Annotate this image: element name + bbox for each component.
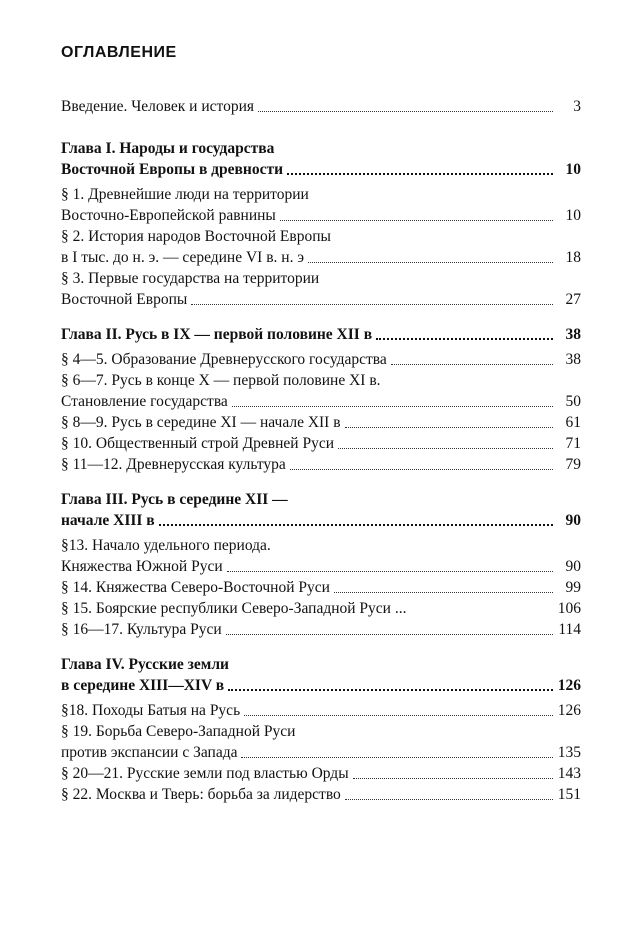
entry-title: § 16—17. Культура Руси xyxy=(61,621,222,638)
entry-title: § 20—21. Русские земли под властью Орды xyxy=(61,765,349,782)
toc-entry-s15[interactable] xyxy=(61,598,581,619)
entry-title: Становление государства xyxy=(61,393,228,410)
chapter-2-entry[interactable] xyxy=(61,324,581,345)
toc-entry-s4-5[interactable] xyxy=(61,349,581,370)
entry-title: § 8—9. Русь в середине XI — начале XII в xyxy=(61,414,341,431)
page-number: 114 xyxy=(558,621,581,638)
entry-title: § 10. Общественный строй Древней Руси xyxy=(61,435,335,452)
page-number: 61 xyxy=(565,414,581,431)
page-number: 3 xyxy=(573,98,581,115)
page-number: 106 xyxy=(557,600,581,617)
dot-leader xyxy=(353,778,553,779)
entry-title: Введение. Человек и история xyxy=(61,98,255,115)
dot-leader xyxy=(391,364,553,365)
entry-title: §18. Походы Батыя на Русь xyxy=(61,702,241,719)
page-number: 38 xyxy=(565,351,581,368)
entry-title: § 14. Княжества Северо-Восточной Руси xyxy=(61,579,330,596)
toc-entry-intro[interactable] xyxy=(61,96,581,117)
toc-entry-s20-21[interactable] xyxy=(61,763,581,784)
entry-title: § 11—12. Древнерусская культура xyxy=(61,456,286,473)
page-number: 79 xyxy=(565,456,581,473)
toc-entry-s11-12[interactable] xyxy=(61,454,581,475)
page-number: 10 xyxy=(565,207,581,224)
chapter-1-title[interactable]: Глава I. Народы и государства xyxy=(61,140,275,157)
toc-entry-s18[interactable] xyxy=(61,700,581,721)
toc-entry-s10[interactable] xyxy=(61,433,581,454)
dot-leader xyxy=(410,613,553,614)
toc-entry-s6-7[interactable] xyxy=(61,391,581,412)
toc-entry-s19[interactable] xyxy=(61,742,581,763)
dot-leader xyxy=(334,592,553,593)
chapter-4-entry[interactable] xyxy=(61,675,581,696)
dot-leader xyxy=(376,338,553,340)
page-number: 50 xyxy=(565,393,581,410)
entry-title: Восточной Европы xyxy=(61,291,188,308)
page-number: 151 xyxy=(557,786,581,803)
toc-entry-s2-line1[interactable]: § 2. История народов Восточной Европы xyxy=(61,228,331,245)
dot-leader xyxy=(345,427,553,428)
page-number: 90 xyxy=(565,512,581,529)
page-number: 143 xyxy=(557,765,581,782)
page-number: 27 xyxy=(565,291,581,308)
dot-leader xyxy=(338,448,553,449)
dot-leader xyxy=(226,634,553,635)
chapter-1-entry[interactable] xyxy=(61,159,581,180)
dot-leader xyxy=(244,715,553,716)
dot-leader xyxy=(308,262,553,263)
toc-entry-s22[interactable] xyxy=(61,784,581,805)
table-of-contents xyxy=(61,96,581,805)
entry-title: Восточной Европы в древности xyxy=(61,161,284,178)
page-number: 99 xyxy=(565,579,581,596)
toc-entry-s3[interactable] xyxy=(61,289,581,310)
page-number: 10 xyxy=(565,161,581,178)
toc-entry-s14[interactable] xyxy=(61,577,581,598)
entry-title: Глава II. Русь в IX — первой половине XII в xyxy=(61,326,373,343)
toc-entry-s16-17[interactable] xyxy=(61,619,581,640)
entry-title: § 22. Москва и Тверь: борьба за лидерство xyxy=(61,786,341,803)
entry-title: начале XIII в xyxy=(61,512,155,529)
entry-title: § 4—5. Образование Древнерусского государства xyxy=(61,351,387,368)
entry-title: Восточно-Европейской равнины xyxy=(61,207,276,224)
page-number: 126 xyxy=(557,702,581,719)
dot-leader xyxy=(287,173,553,175)
page-number: 38 xyxy=(565,326,581,343)
entry-title: в I тыс. до н. э. — середине VI в. н. э xyxy=(61,249,304,266)
toc-entry-s8-9[interactable] xyxy=(61,412,581,433)
toc-entry-s19-line1[interactable]: § 19. Борьба Северо-Западной Руси xyxy=(61,723,296,740)
page-title: ОГЛАВЛЕНИЕ xyxy=(61,44,177,61)
dot-leader xyxy=(159,524,553,526)
dot-leader xyxy=(290,469,553,470)
dot-leader xyxy=(345,799,553,800)
dot-leader xyxy=(228,689,553,691)
toc-entry-s13-line1[interactable]: §13. Начало удельного периода. xyxy=(61,537,271,554)
toc-entry-s1[interactable] xyxy=(61,205,581,226)
page-number: 71 xyxy=(565,435,581,452)
chapter-4-title[interactable]: Глава IV. Русские земли xyxy=(61,656,229,673)
page-number: 90 xyxy=(565,558,581,575)
toc-entry-s1-line1[interactable]: § 1. Древнейшие люди на территории xyxy=(61,186,309,203)
toc-entry-s3-line1[interactable]: § 3. Первые государства на территории xyxy=(61,270,320,287)
dot-leader xyxy=(191,304,553,305)
entry-title: в середине XIII—XIV в xyxy=(61,677,225,694)
entry-title: § 15. Боярские республики Северо-Западной Руси ... xyxy=(61,600,407,617)
chapter-3-title[interactable]: Глава III. Русь в середине XII — xyxy=(61,491,288,508)
dot-leader xyxy=(258,111,553,112)
dot-leader xyxy=(241,757,553,758)
entry-title: Княжества Южной Руси xyxy=(61,558,223,575)
dot-leader xyxy=(227,571,553,572)
entry-title: против экспансии с Запада xyxy=(61,744,238,761)
dot-leader xyxy=(232,406,553,407)
toc-entry-s6-7-line1[interactable]: § 6—7. Русь в конце X — первой половине XI в. xyxy=(61,372,381,389)
page-number: 18 xyxy=(565,249,581,266)
toc-entry-s13[interactable] xyxy=(61,556,581,577)
page-number: 135 xyxy=(557,744,581,761)
chapter-3-entry[interactable] xyxy=(61,510,581,531)
page-number: 126 xyxy=(557,677,581,694)
toc-entry-s2[interactable] xyxy=(61,247,581,268)
dot-leader xyxy=(280,220,553,221)
